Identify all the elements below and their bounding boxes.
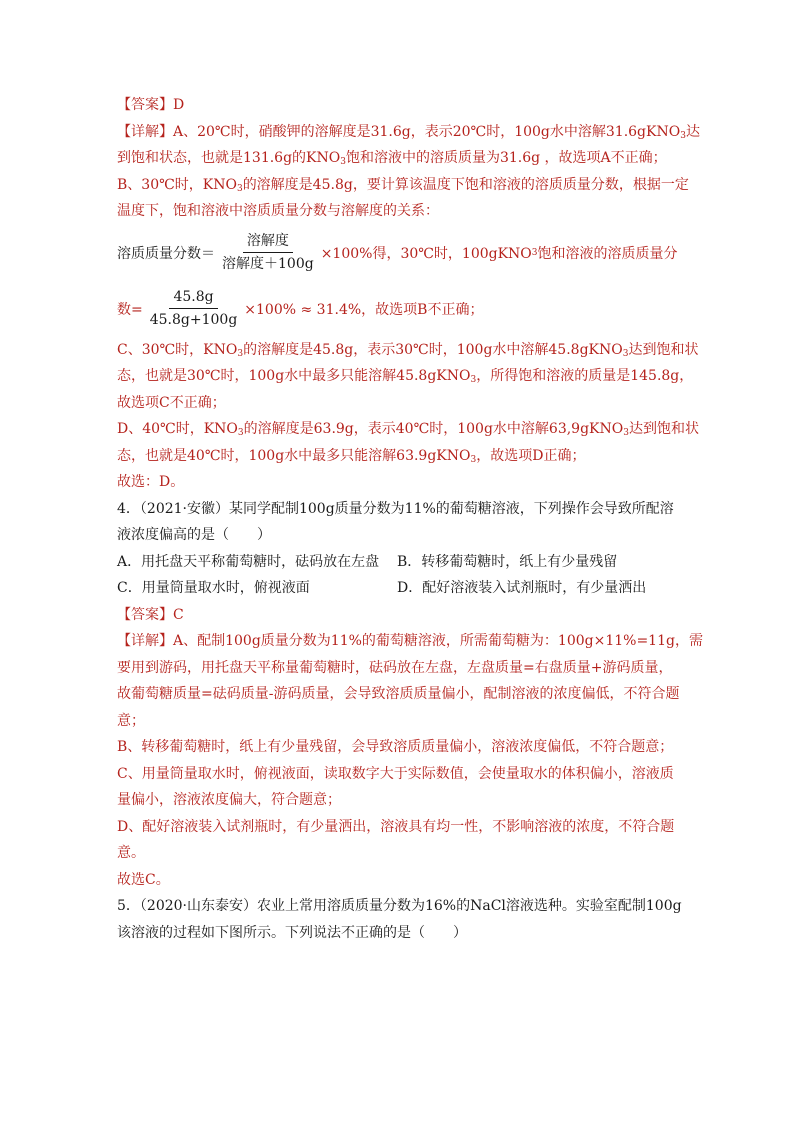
q4-option-b: B．转移葡萄糖时，纸上有少量残留 [397,553,618,570]
formula-fraction: $\frac{\text{溶解度}}{\text{溶解度＋100g}}$ [222,233,314,272]
q4-detail-line3: 故葡萄糖质量=砝码质量-游码质量，会导致溶质质量偏小，配制溶液的浓度偏低，不符合题 [117,686,680,702]
q3-detail-c-line3: 故选项C不正确； [117,394,226,411]
q4-detail-line4: 意； [117,712,145,729]
q5-stem-line2: 该溶液的过程如下图所示。下列说法不正确的是（ ） [117,924,467,941]
q4-detail-line2: 要用到游码，用托盘天平称量葡萄糖时，砝码放在左盘，左盘质量=右盘质量+游码质量， [117,659,673,676]
q3-detail-c-line1: C、30℃时，$KNO_3$的溶解度是45.8g，表示30℃时，100g水中溶解45.8gKNO$_3$达到饱和状 [117,341,699,359]
answer-value: C [173,606,184,623]
q3-conclusion: 故选：D。 [117,474,185,490]
answer-tag: 【答案】 [117,606,173,623]
document-page [117,92,703,946]
answer-tag: 【答案】 [117,97,173,113]
q4-option-c: C．用量筒量取水时，俯视液面 [117,580,310,596]
q4-answer-line [117,602,677,629]
q3-detail-a-line2: 到饱和状态，也就是131.6g的$KNO_3$饱和溶液中的溶质质量为31.6g ，故选项A不正确； [117,150,667,167]
q4-detail-line5: B、转移葡萄糖时，纸上有少量残留，会导致溶质质量偏小，溶液浓度偏低，不符合题意； [117,739,674,755]
q3-detail-b-line2: 温度下，饱和溶液中溶质质量分数与溶解度的关系： [117,203,439,219]
q4-conclusion: 故选C。 [117,871,170,888]
q4-stem-line1: 4．（2021·安徽）某同学配制100g质量分数为11%的葡萄糖溶液，下列操作会导致所配溶 [117,500,674,517]
q4-options-row2 [117,575,677,602]
q3-formula: 溶质质量分数＝ $\frac{\text{溶解度}}{\text{溶解度＋100g}}$ ×100%得，30℃时，100gKNO 3 饱和溶液的溶质质量分 [117,233,678,272]
q4-detail-line8: D、配好溶液装入试剂瓶时，有少量洒出，溶液具有均一性，不影响溶液的浓度，不符合题 [117,818,675,835]
calc-fraction: $\frac{45.8g}{45.8g+100g}$ [149,289,238,328]
q4-options-row1 [117,549,677,576]
q3-detail-b-line1: B、30℃时，$KNO_3$的溶解度是45.8g，要计算该温度下饱和溶液的溶质质量分数，根据一定 [117,176,689,194]
q3-detail-d-line2: 态，也就是40℃时，100g水中最多只能溶解63.9gKNO$_3$，故选项D正确； [117,447,586,465]
q3-detail-a-line1: 【详解】A、20℃时，硝酸钾的溶解度是31.6g，表示20℃时，100g水中溶解31.6gKNO$_3$达 [117,123,700,141]
q3-detail-d-line1: D、40℃时，$KNO_3$的溶解度是63.9g，表示40℃时，100g水中溶解63,9gKNO$_3$达到饱和状 [117,421,699,438]
q3-detail-c-line2: 态，也就是30℃时，100g水中最多只能溶解45.8gKNO$_3$，所得饱和溶液的质量是145.8g， [117,368,694,385]
q3-answer-line [117,92,677,119]
q4-detail-line1: 【详解】A、配制100g质量分数为11%的葡萄糖溶液，所需葡萄糖为：100g×11%=11g，需 [117,633,703,649]
q4-option-d: D．配好溶液装入试剂瓶时，有少量洒出 [397,580,647,596]
answer-value: D [173,97,185,113]
detail-tag: 【详解】 [117,633,173,649]
q4-stem-line2: 液浓度偏高的是（ ） [117,527,271,543]
q5-stem-line1: 5．（2020·山东泰安）农业上常用溶质质量分数为16%的NaCl溶液选种。实验室配制100g [117,898,682,914]
q3-calculation: 数= $\frac{45.8g}{45.8g+100g}$ ×100% ≈ 31.4%，故选项B不正确； [117,289,484,328]
q4-detail-line9: 意。 [117,845,145,861]
q4-detail-line7: 量偏小，溶液浓度偏大，符合题意； [117,792,341,808]
q4-detail-line6: C、用量筒量取水时，俯视液面，读取数字大于实际数值，会使量取水的体积偏小，溶液质 [117,765,674,782]
detail-tag: 【详解】 [117,123,173,140]
q4-option-a: A．用托盘天平称葡萄糖时，砝码放在左盘 [117,553,380,570]
